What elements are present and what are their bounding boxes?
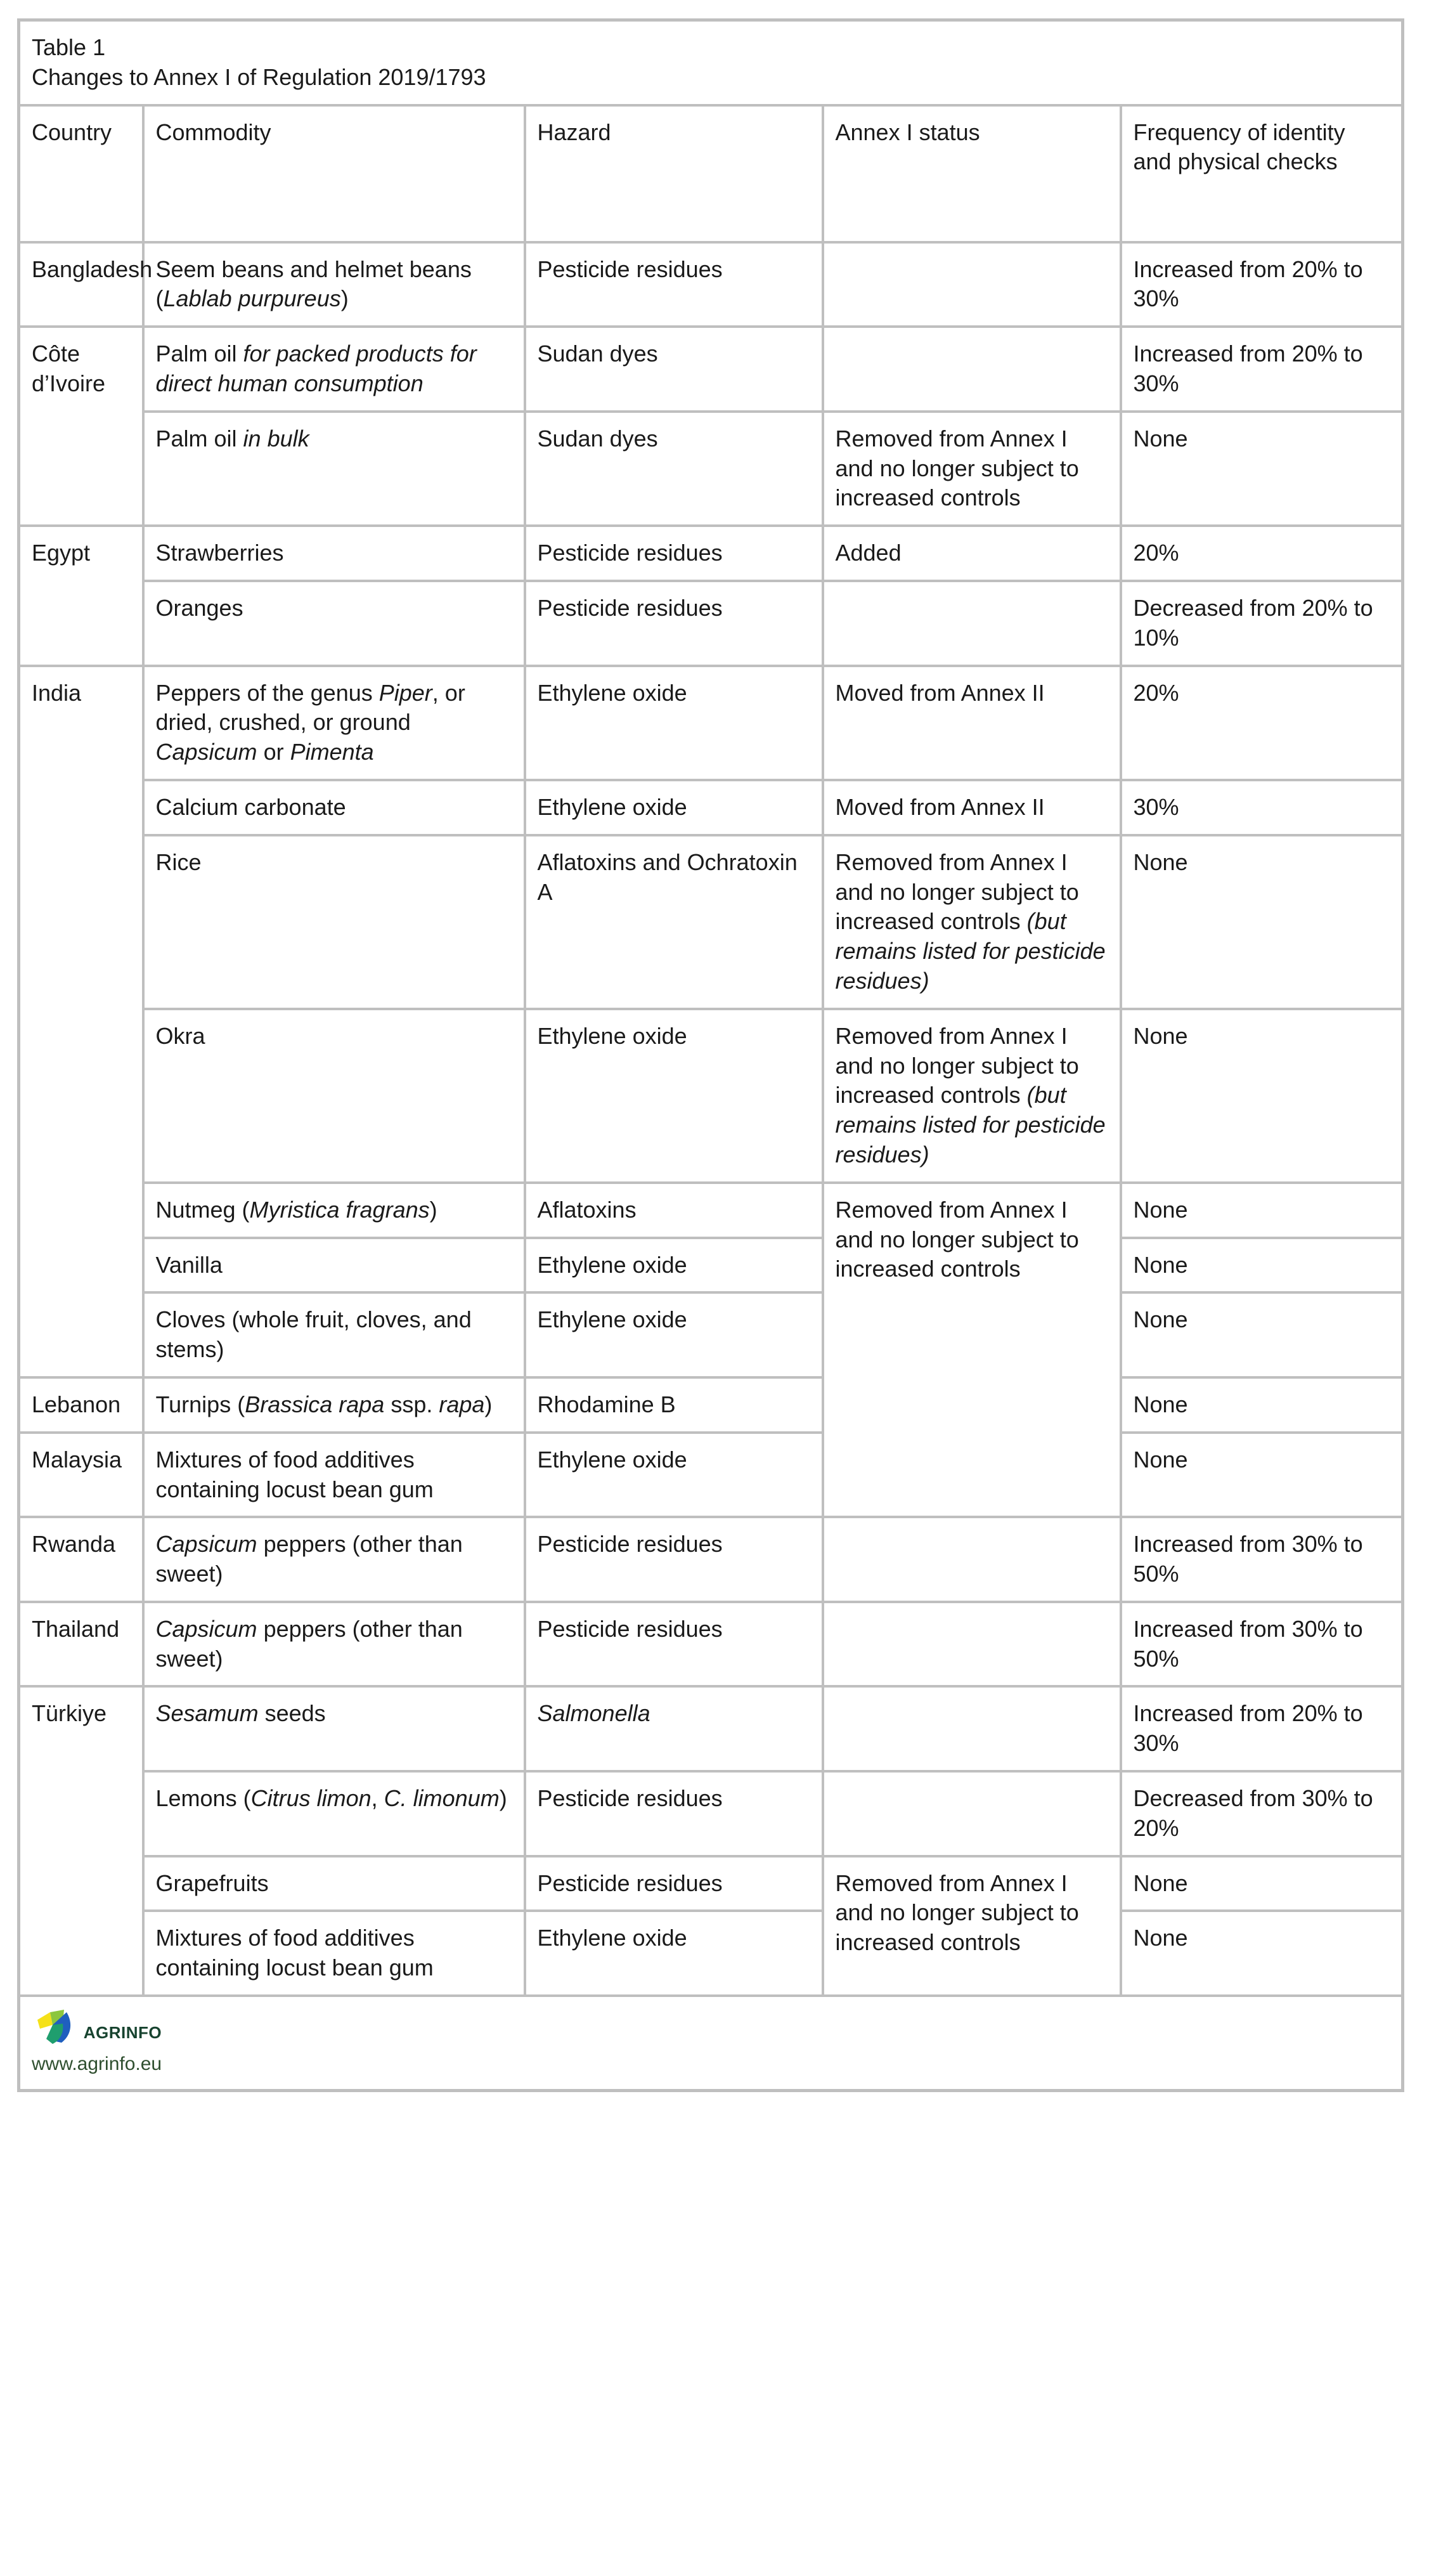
cell-annex-status: Removed from Annex I and no longer subject to increased controls [823, 1183, 1121, 1518]
cell-commodity [143, 412, 525, 526]
table-row [19, 1602, 1403, 1687]
cell-frequency: Increased from 20% to 30% [1121, 327, 1403, 412]
table-row [19, 1911, 1403, 1996]
cell-hazard: Aflatoxins [525, 1183, 823, 1238]
annex-status-text: Removed from Annex I and no longer subject to increased controls [835, 1022, 1079, 1109]
annex-status-text: Removed from Annex I and no longer subject to increased controls [835, 849, 1079, 935]
commodity-text-italic: Capsicum [155, 1615, 257, 1642]
cell-hazard: Ethylene oxide [525, 1911, 823, 1996]
cell-commodity [143, 1686, 525, 1771]
annex-changes-table [17, 18, 1404, 2092]
table-row [19, 412, 1403, 526]
table-footer-row [19, 1996, 1403, 2090]
cell-frequency: Decreased from 20% to 10% [1121, 581, 1403, 666]
cell-hazard: Pesticide residues [525, 242, 823, 327]
cell-commodity [143, 666, 525, 780]
table-row [19, 1292, 1403, 1377]
cell-country: Bangladesh [19, 242, 143, 327]
cell-hazard: Sudan dyes [525, 412, 823, 526]
cell-commodity [143, 1183, 525, 1238]
table-row [19, 1377, 1403, 1433]
cell-hazard: Ethylene oxide [525, 1433, 823, 1518]
column-header-annex-status: Annex I status [823, 105, 1121, 242]
cell-frequency: Increased from 30% to 50% [1121, 1602, 1403, 1687]
commodity-text-plain-2: peppers (other than sweet) [155, 1531, 463, 1587]
table-row [19, 581, 1403, 666]
cell-frequency: None [1121, 412, 1403, 526]
table-row [19, 780, 1403, 835]
cell-frequency: None [1121, 1377, 1403, 1433]
table-row [19, 526, 1403, 581]
commodity-text-plain-2: , or dried, crushed, or ground [155, 679, 465, 736]
table-title-line-1: Table 1 [32, 34, 106, 60]
cell-country: India [19, 666, 143, 1377]
cell-frequency: None [1121, 1433, 1403, 1518]
table-row [19, 327, 1403, 412]
cell-country: Rwanda [19, 1517, 143, 1602]
table-header-row [19, 105, 1403, 242]
column-header-commodity: Commodity [143, 105, 525, 242]
cell-hazard: Ethylene oxide [525, 780, 823, 835]
cell-country: Thailand [19, 1602, 143, 1687]
cell-hazard [525, 1686, 823, 1771]
cell-hazard: Ethylene oxide [525, 666, 823, 780]
commodity-text-italic: Myristica fragrans [249, 1196, 430, 1223]
hazard-text-italic: Salmonella [537, 1700, 650, 1727]
commodity-text-italic-2: C. limonum [384, 1785, 500, 1812]
cell-annex-status [823, 1602, 1121, 1687]
table-row [19, 1771, 1403, 1856]
cell-commodity [143, 1602, 525, 1687]
cell-hazard: Pesticide residues [525, 1771, 823, 1856]
commodity-text-plain: Lemons ( [155, 1785, 251, 1812]
commodity-text-plain-2: peppers (other than sweet) [155, 1615, 463, 1672]
agrinfo-wordmark: AGRINFO [83, 2023, 162, 2043]
cell-annex-status: Moved from Annex II [823, 780, 1121, 835]
agrinfo-logo [32, 2008, 162, 2076]
table-title [19, 20, 1403, 105]
cell-annex-status [823, 1771, 1121, 1856]
cell-annex-status [823, 835, 1121, 1009]
cell-commodity: Cloves (whole fruit, cloves, and stems) [143, 1292, 525, 1377]
footer [19, 1996, 1403, 2090]
table-row [19, 1856, 1403, 1911]
commodity-text-plain-2: seeds [258, 1700, 326, 1727]
commodity-text-plain: Palm oil [155, 341, 243, 367]
cell-frequency: None [1121, 1856, 1403, 1911]
cell-frequency: None [1121, 1238, 1403, 1293]
commodity-text-plain: Peppers of the genus [155, 679, 379, 706]
cell-commodity: Rice [143, 835, 525, 1009]
commodity-text-plain-2: , [371, 1785, 384, 1812]
cell-annex-status [823, 327, 1121, 412]
cell-frequency: None [1121, 1183, 1403, 1238]
cell-frequency: Increased from 20% to 30% [1121, 1686, 1403, 1771]
commodity-text-italic: Sesamum [155, 1700, 259, 1727]
cell-frequency: 20% [1121, 666, 1403, 780]
cell-annex-status [823, 581, 1121, 666]
table-row [19, 1433, 1403, 1518]
column-header-hazard: Hazard [525, 105, 823, 242]
cell-hazard: Pesticide residues [525, 581, 823, 666]
cell-hazard: Ethylene oxide [525, 1238, 823, 1293]
column-header-frequency: Frequency of identity and physical checks [1121, 105, 1403, 242]
cell-commodity [143, 1377, 525, 1433]
cell-frequency: Increased from 20% to 30% [1121, 242, 1403, 327]
commodity-text-plain-2: ) [340, 285, 349, 312]
cell-hazard: Ethylene oxide [525, 1292, 823, 1377]
cell-hazard: Pesticide residues [525, 526, 823, 581]
commodity-text-italic-3: Pimenta [290, 739, 374, 765]
commodity-text-italic: Lablab purpureus [163, 285, 341, 312]
cell-hazard: Ethylene oxide [525, 1009, 823, 1183]
commodity-text-plain-3: ) [499, 1785, 507, 1812]
cell-commodity [143, 1771, 525, 1856]
commodity-text-italic: Citrus limon [250, 1785, 372, 1812]
cell-annex-status: Added [823, 526, 1121, 581]
table-row [19, 1009, 1403, 1183]
cell-hazard: Pesticide residues [525, 1602, 823, 1687]
cell-annex-status [823, 1686, 1121, 1771]
table-title-line-2: Changes to Annex I of Regulation 2019/1793 [32, 63, 486, 90]
cell-commodity: Okra [143, 1009, 525, 1183]
agrinfo-url[interactable]: www.agrinfo.eu [32, 2053, 162, 2075]
table-row [19, 1238, 1403, 1293]
cell-commodity: Vanilla [143, 1238, 525, 1293]
commodity-text-italic-2: rapa [439, 1391, 485, 1417]
cell-annex-status: Removed from Annex I and no longer subject to increased controls [823, 412, 1121, 526]
cell-commodity [143, 1517, 525, 1602]
column-header-country: Country [19, 105, 143, 242]
cell-frequency: 30% [1121, 780, 1403, 835]
cell-annex-status [823, 1517, 1121, 1602]
table-row [19, 242, 1403, 327]
commodity-text-plain: Turnips ( [155, 1391, 245, 1417]
cell-frequency: Increased from 30% to 50% [1121, 1517, 1403, 1602]
commodity-text-plain: Seem beans and helmet beans ( [155, 256, 472, 312]
cell-country: Lebanon [19, 1377, 143, 1433]
cell-commodity: Oranges [143, 581, 525, 666]
table-title-row [19, 20, 1403, 105]
cell-hazard: Aflatoxins and Ochratoxin A [525, 835, 823, 1009]
table-row [19, 1686, 1403, 1771]
cell-frequency: Decreased from 30% to 20% [1121, 1771, 1403, 1856]
cell-hazard: Pesticide residues [525, 1856, 823, 1911]
cell-country: Egypt [19, 526, 143, 665]
commodity-text-plain-2: ssp. [384, 1391, 439, 1417]
cell-hazard: Pesticide residues [525, 1517, 823, 1602]
table-row [19, 1517, 1403, 1602]
commodity-text-italic: Piper [378, 679, 432, 706]
cell-annex-status: Removed from Annex I and no longer subject to increased controls [823, 1856, 1121, 1996]
agrinfo-leaf-icon [36, 2008, 77, 2046]
commodity-text-italic-2: Capsicum [155, 739, 257, 765]
cell-commodity: Grapefruits [143, 1856, 525, 1911]
cell-commodity [143, 242, 525, 327]
cell-annex-status [823, 242, 1121, 327]
cell-commodity: Strawberries [143, 526, 525, 581]
table-row [19, 666, 1403, 780]
cell-country: Côte d’Ivoire [19, 327, 143, 526]
cell-hazard: Rhodamine B [525, 1377, 823, 1433]
cell-annex-status [823, 1009, 1121, 1183]
commodity-text-italic: Brassica rapa [245, 1391, 385, 1417]
commodity-text-plain: Nutmeg ( [155, 1196, 250, 1223]
cell-commodity [143, 327, 525, 412]
table-row [19, 1183, 1403, 1238]
annex-status-note: (but remains listed for pesticide residues) [835, 1082, 1106, 1168]
cell-frequency: None [1121, 835, 1403, 1009]
commodity-text-plain-3: ) [484, 1391, 493, 1417]
cell-frequency: None [1121, 1292, 1403, 1377]
cell-annex-status: Moved from Annex II [823, 666, 1121, 780]
table-row [19, 835, 1403, 1009]
cell-frequency: 20% [1121, 526, 1403, 581]
cell-commodity: Calcium carbonate [143, 780, 525, 835]
cell-frequency: None [1121, 1009, 1403, 1183]
cell-hazard: Sudan dyes [525, 327, 823, 412]
commodity-text-italic: Capsicum [155, 1531, 257, 1558]
commodity-text-italic: for packed products for direct human consumption [155, 341, 477, 396]
cell-frequency: None [1121, 1911, 1403, 1996]
cell-country: Malaysia [19, 1433, 143, 1518]
commodity-text-plain-3: or [257, 739, 290, 765]
annex-status-note: (but remains listed for pesticide residues) [835, 908, 1106, 994]
cell-commodity: Mixtures of food additives containing locust bean gum [143, 1433, 525, 1518]
commodity-text-italic: in bulk [243, 425, 309, 452]
cell-country: Türkiye [19, 1686, 143, 1996]
cell-commodity: Mixtures of food additives containing locust bean gum [143, 1911, 525, 1996]
logo-row [32, 2008, 162, 2048]
commodity-text-plain: Palm oil [155, 425, 243, 452]
commodity-text-plain-2: ) [429, 1196, 437, 1223]
